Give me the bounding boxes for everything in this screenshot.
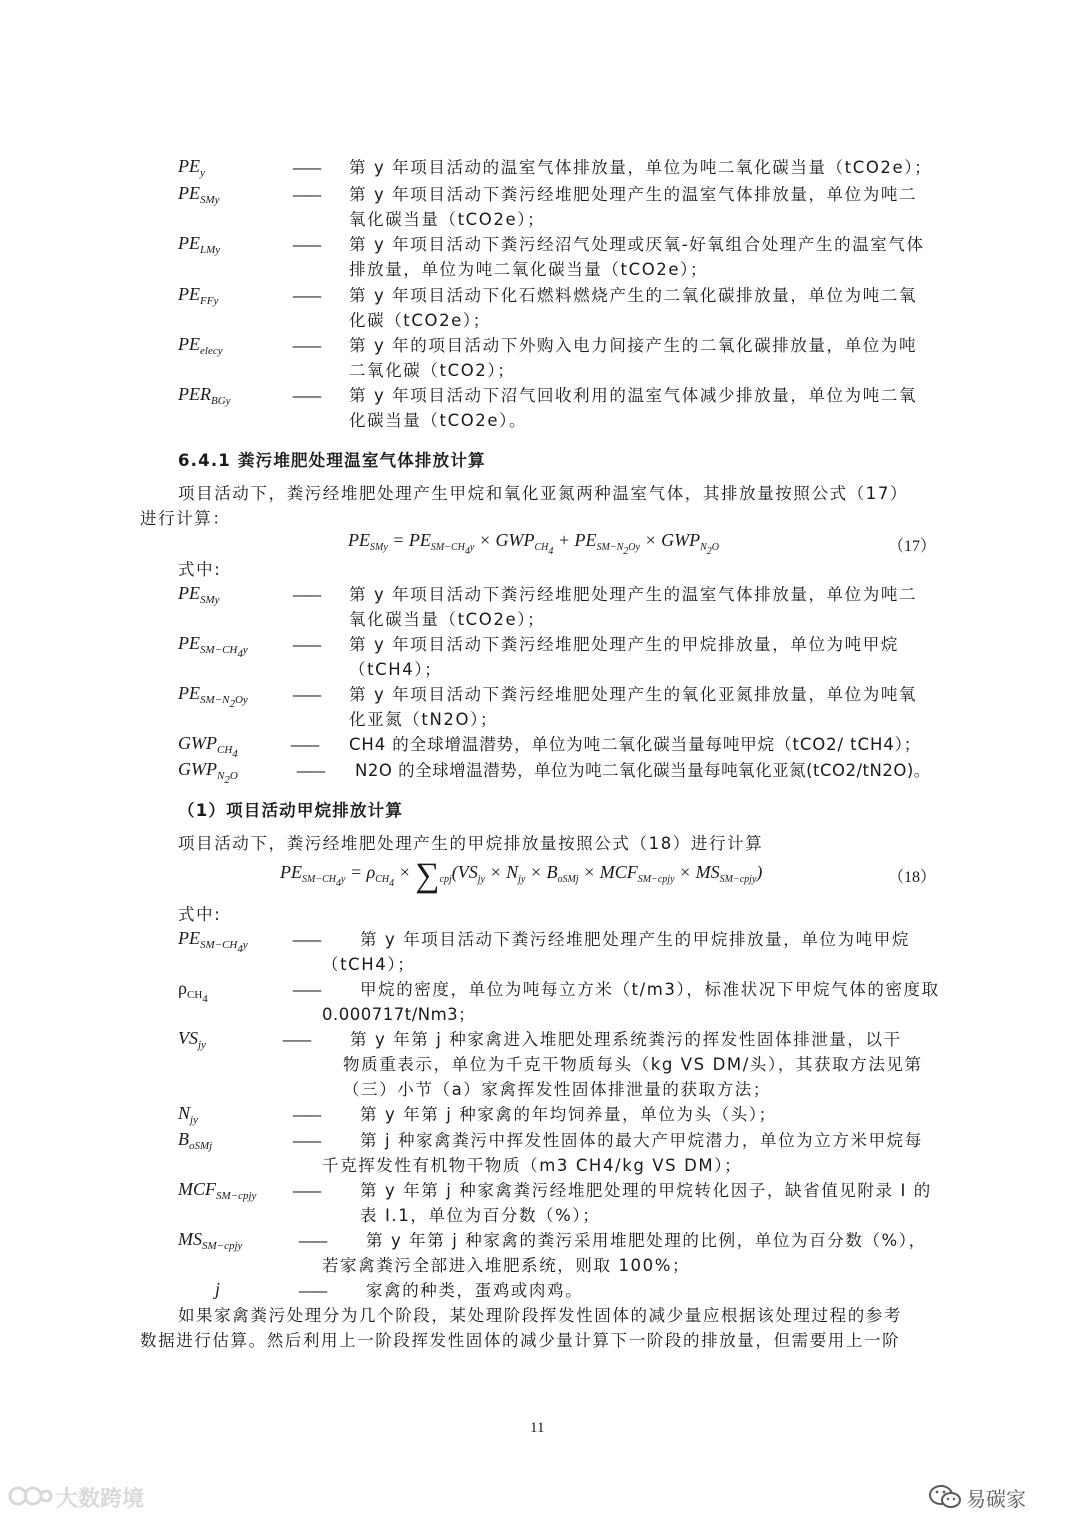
section-heading: 6.4.1 粪污堆肥处理温室气体排放计算 (178, 451, 486, 470)
definition-text: 第 y 年的项目活动下外购入电力间接产生的二氧化碳排放量，单位为吨 (349, 336, 918, 355)
shizhong-label: 式中: (178, 905, 222, 924)
definition-text-cont: 二氧化碳（tCO2）； (349, 361, 516, 380)
page-number: 11 (530, 1420, 545, 1436)
symbol-per-bgy: $PER_{BGy}$ (178, 384, 231, 407)
symbol-pe-ffy: $PE_{FFy}$ (178, 284, 219, 307)
symbol-pe-sm-n2oy: $PE_{SM-N_2Oy}$ (178, 683, 248, 710)
definition-text: N2O 的全球增温潜势，单位为吨二氧化碳当量每吨氧化亚氮(tCO2/tN2O)。 (355, 761, 931, 780)
definition-text-cont: 若家禽粪污全部进入堆肥系统，则取 100%； (322, 1256, 691, 1275)
dash: —— (292, 685, 320, 704)
paragraph: 项目活动下，粪污经堆肥处理产生的甲烷排放量按照公式（18）进行计算 (178, 834, 764, 853)
watermark-logo-icon (8, 1483, 54, 1509)
dash: —— (298, 1231, 326, 1250)
dash: —— (292, 1181, 320, 1200)
definition-text: 第 y 年项目活动下粪污经堆肥处理产生的氧化亚氮排放量，单位为吨氧 (349, 685, 918, 704)
definition-text: CH4 的全球增温潜势，单位为吨二氧化碳当量每吨甲烷（tCO2/ tCH4）； (349, 735, 922, 754)
definition-text: 第 y 年项目活动下粪污经堆肥处理产生的甲烷排放量，单位为吨甲烷 (349, 635, 899, 654)
definition-text: 第 y 年第 j 种家禽粪污经堆肥处理的甲烷转化因子，缺省值见附录 I 的 (360, 1181, 932, 1200)
definition-text: 第 y 年第 j 种家禽的粪污采用堆肥处理的比例，单位为百分数（%）， (366, 1231, 927, 1250)
definition-text: 第 y 年项目活动下粪污经堆肥处理产生的温室气体排放量，单位为吨二 (349, 585, 918, 604)
definition-text: 第 y 年项目活动下粪污经堆肥处理产生的甲烷排放量，单位为吨甲烷 (360, 930, 910, 949)
paragraph-cont: 进行计算： (140, 509, 231, 528)
dash: —— (292, 1131, 320, 1150)
dash: —— (292, 386, 320, 405)
definition-text: 第 y 年第 j 种家禽进入堆肥处理系统粪污的挥发性固体排泄量，以干 (350, 1030, 902, 1049)
equation-number: （18） (888, 869, 937, 886)
definition-text: 甲烷的密度，单位为吨每立方米（t/m3），标准状况下甲烷气体的密度取 (360, 980, 940, 999)
formula-17: $PE_{SMy} = PE_{SM-CH_4y} \times GWP_{CH_4} + PE_{SM-N_2Oy} \times GWP_{N_2O}$ (348, 530, 720, 557)
dash: —— (292, 585, 320, 604)
symbol-pe-elecy: $PE_{elecy}$ (178, 334, 223, 357)
dash: —— (292, 286, 320, 305)
wechat-icon (928, 1483, 962, 1515)
dash: —— (292, 235, 320, 254)
symbol-mcf: $MCF_{SM-cpjy}$ (178, 1179, 257, 1202)
symbol-pe-y: $PE_y$ (178, 156, 205, 179)
dash: —— (290, 735, 318, 754)
definition-text-cont: （tCH4）； (349, 660, 443, 679)
symbol-rho-ch4: $\rho_{CH_4}$ (178, 978, 208, 1005)
symbol-j: j (215, 1279, 221, 1299)
definition-text: 第 j 种家禽粪污中挥发性固体的最大产甲烷潜力，单位为立方米甲烷每 (360, 1131, 923, 1150)
watermark-right-text: 易碳家 (966, 1487, 1026, 1511)
symbol-b-osmj: $B_{oSMj}$ (178, 1129, 213, 1152)
dash: —— (292, 980, 320, 999)
definition-text: 家禽的种类，蛋鸡或肉鸡。 (366, 1281, 584, 1300)
definition-text: 第 y 年项目活动的温室气体排放量，单位为吨二氧化碳当量（tCO2e）； (349, 158, 933, 177)
definition-text-cont: 物质重表示，单位为千克干物质每头（kg VS DM/头），其获取方法见第 (343, 1055, 923, 1074)
paragraph-cont: 数据进行估算。然后利用上一阶段挥发性固体的减少量计算下一阶段的排放量，但需要用上一阶 (140, 1331, 901, 1350)
dash: —— (292, 1105, 320, 1124)
definition-text: 第 y 年第 j 种家禽的年均饲养量，单位为头（头）； (360, 1105, 777, 1124)
definition-text: 第 y 年项目活动下粪污经堆肥处理产生的温室气体排放量，单位为吨二 (349, 185, 918, 204)
equation-number: （17） (888, 538, 937, 555)
symbol-pe-smy: $PE_{SMy}$ (178, 183, 220, 206)
formula-18: $PE_{SM-CH_4y} = \rho_{CH_4} \times \sum_{cpj}(VS_{jy} \times N_{jy} \times B_{oSMj} \times MCF_{SM-cpjy} \times MS_{SM-cpjy})$ (280, 857, 763, 894)
definition-text-cont: 化碳（tCO2e）； (349, 311, 491, 330)
dash: —— (296, 761, 324, 780)
symbol-pe-smy: $PE_{SMy}$ (178, 583, 220, 606)
definition-text: 第 y 年项目活动下化石燃料燃烧产生的二氧化碳排放量，单位为吨二氧 (349, 286, 918, 305)
dash: —— (292, 336, 320, 355)
symbol-n-jy: $N_{jy}$ (178, 1103, 198, 1126)
definition-text-cont: （三）小节（a）家禽挥发性固体排泄量的获取方法； (343, 1080, 772, 1099)
definition-text-cont: 化碳当量（tCO2e）。 (349, 411, 528, 430)
subsection-heading: （1）项目活动甲烷排放计算 (178, 801, 404, 820)
dash: —— (292, 635, 320, 654)
dash: —— (292, 158, 320, 177)
definition-text-cont: 氧化碳当量（tCO2e）； (349, 610, 546, 629)
dash: —— (292, 930, 320, 949)
definition-text-cont: （tCH4）； (322, 955, 416, 974)
dash: —— (282, 1030, 310, 1049)
definition-text: 第 y 年项目活动下沼气回收利用的温室气体减少排放量，单位为吨二氧 (349, 386, 918, 405)
definition-text: 第 y 年项目活动下粪污经沼气处理或厌氧-好氧组合处理产生的温室气体 (349, 235, 925, 254)
paragraph: 项目活动下，粪污经堆肥处理产生甲烷和氧化亚氮两种温室气体，其排放量按照公式（17） (178, 484, 909, 503)
watermark-left (8, 1483, 54, 1513)
symbol-pe-lmy: $PE_{LMy}$ (178, 233, 221, 256)
dash: —— (292, 185, 320, 204)
definition-text-cont: 0.000717t/Nm3； (322, 1005, 476, 1024)
definition-text-cont: 氧化碳当量（tCO2e）； (349, 210, 546, 229)
paragraph: 如果家禽粪污处理分为几个阶段，某处理阶段挥发性固体的减少量应根据该处理过程的参考 (178, 1306, 902, 1325)
definition-text-cont: 化亚氮（tN2O）； (349, 710, 499, 729)
symbol-gwp-n2o: $GWP_{N_2O}$ (178, 759, 238, 786)
definition-text-cont: 排放量，单位为吨二氧化碳当量（tCO2e）； (349, 260, 709, 279)
definition-text-cont: 表 I.1，单位为百分数（%）； (360, 1206, 601, 1225)
symbol-vs-jy: $VS_{jy}$ (178, 1028, 206, 1051)
watermark-left-text: 大数跨境 (56, 1487, 145, 1512)
symbol-ms: $MS_{SM-cpjy}$ (178, 1229, 243, 1252)
symbol-gwp-ch4: $GWP_{CH_4}$ (178, 733, 238, 760)
symbol-pe-sm-ch4y: $PE_{SM-CH_4y}$ (178, 633, 248, 660)
dash: —— (298, 1281, 326, 1300)
definition-text-cont: 千克挥发性有机物干物质（m3 CH4/kg VS DM）； (322, 1156, 743, 1175)
shizhong-label: 式中: (178, 560, 222, 579)
symbol-pe-sm-ch4y: $PE_{SM-CH_4y}$ (178, 928, 248, 955)
